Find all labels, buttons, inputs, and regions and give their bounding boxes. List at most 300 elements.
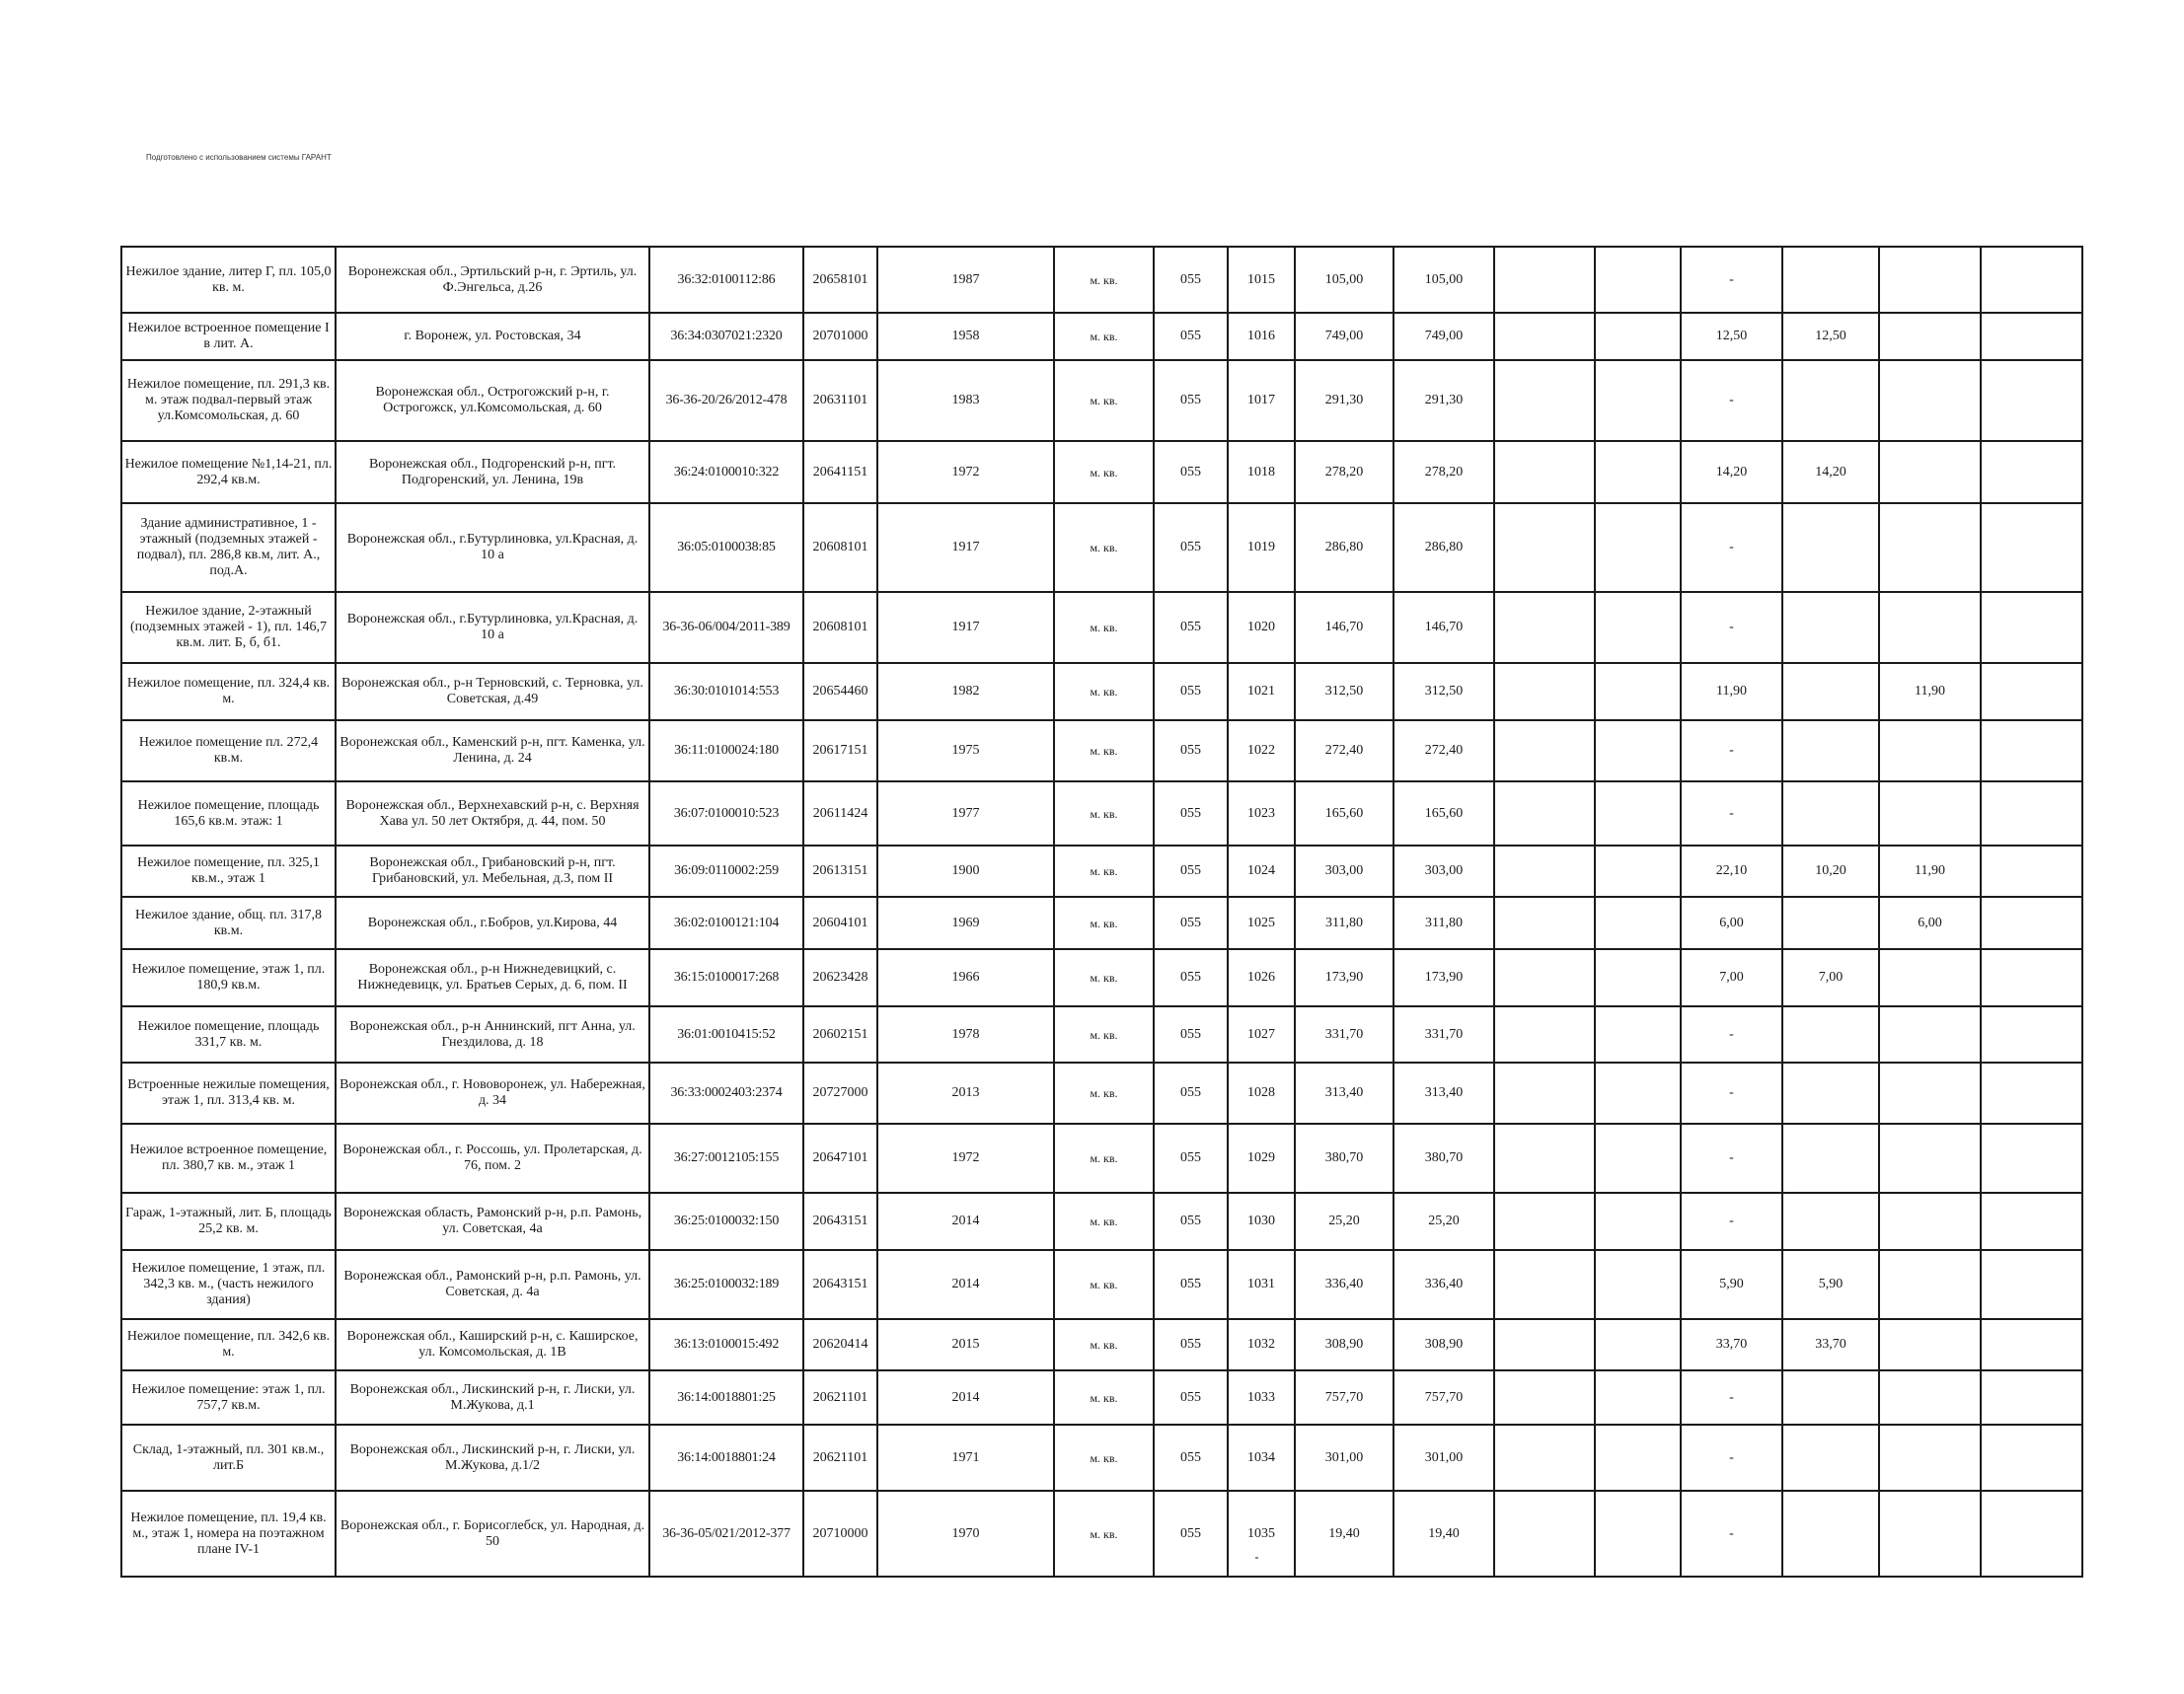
area-col-14-cell: 33,70 — [1782, 1319, 1879, 1370]
okato-code-cell: 20608101 — [803, 503, 877, 592]
area-total-cell: 146,70 — [1295, 592, 1393, 663]
cadastral-number-cell: 36:30:0101014:553 — [649, 663, 803, 720]
area-value-cell: 272,40 — [1393, 720, 1494, 781]
object-name-cell: Нежилое здание, литер Г, пл. 105,0 кв. м. — [121, 247, 336, 313]
area-value-cell: 146,70 — [1393, 592, 1494, 663]
cadastral-number-cell: 36-36-05/021/2012-377 — [649, 1491, 803, 1577]
okato-code-cell: 20611424 — [803, 781, 877, 846]
cadastral-number-cell: 36:14:0018801:24 — [649, 1425, 803, 1491]
unit-code-cell: 055 — [1154, 247, 1228, 313]
extra-col-16-cell — [1981, 247, 2082, 313]
area-col-15-cell: 11,90 — [1879, 846, 1981, 897]
area-col-13-cell: 12,50 — [1681, 313, 1782, 360]
table-row — [121, 1006, 2082, 1063]
extra-col-12-cell — [1595, 846, 1681, 897]
okato-code-cell: 20643151 — [803, 1250, 877, 1319]
okato-code-cell: 20604101 — [803, 897, 877, 949]
area-total-cell: 25,20 — [1295, 1193, 1393, 1250]
area-value-cell: 19,40 — [1393, 1491, 1494, 1577]
object-address-cell: Воронежская область, Рамонский р-н, р.п. Рамонь, ул. Советская, 4а — [336, 1193, 649, 1250]
cadastral-number-cell: 36:25:0100032:189 — [649, 1250, 803, 1319]
area-col-13-cell: - — [1681, 781, 1782, 846]
cadastral-number-cell: 36:25:0100032:150 — [649, 1193, 803, 1250]
okato-code-cell: 20631101 — [803, 360, 877, 441]
object-name-cell: Гараж, 1-этажный, лит. Б, площадь 25,2 кв. м. — [121, 1193, 336, 1250]
object-address-cell: Воронежская обл., г. Россошь, ул. Пролетарская, д. 76, пом. 2 — [336, 1124, 649, 1193]
object-address-cell: Воронежская обл., Эртильский р-н, г. Эртиль, ул. Ф.Энгельса, д.26 — [336, 247, 649, 313]
object-name-cell: Нежилое встроенное помещение, пл. 380,7 кв. м., этаж 1 — [121, 1124, 336, 1193]
table-row — [121, 1425, 2082, 1491]
extra-col-11-cell — [1494, 1425, 1595, 1491]
extra-col-12-cell — [1595, 1124, 1681, 1193]
extra-col-11-cell — [1494, 360, 1595, 441]
area-col-13-cell: - — [1681, 1491, 1782, 1577]
object-address-cell: Воронежская обл., Острогожский р-н, г. Острогожск, ул.Комсомольская, д. 60 — [336, 360, 649, 441]
object-address-cell: Воронежская обл., Верхнехавский р-н, с. Верхняя Хава ул. 50 лет Октября, д. 44, пом. 50 — [336, 781, 649, 846]
unit-cell: м. кв. — [1054, 313, 1154, 360]
area-col-13-cell: - — [1681, 360, 1782, 441]
area-value-cell: 303,00 — [1393, 846, 1494, 897]
unit-cell: м. кв. — [1054, 1370, 1154, 1425]
area-total-cell: 380,70 — [1295, 1124, 1393, 1193]
year-built-cell: 2013 — [877, 1063, 1054, 1124]
object-address-cell: Воронежская обл., г.Бутурлиновка, ул.Красная, д. 10 а — [336, 592, 649, 663]
area-col-15-cell: 6,00 — [1879, 897, 1981, 949]
year-built-cell: 1971 — [877, 1425, 1054, 1491]
unit-code-cell: 055 — [1154, 1250, 1228, 1319]
object-number-cell: 1023 — [1228, 781, 1295, 846]
unit-cell: м. кв. — [1054, 1063, 1154, 1124]
object-name-cell: Нежилое помещение №1,14-21, пл. 292,4 кв.м. — [121, 441, 336, 503]
area-col-15-cell — [1879, 592, 1981, 663]
object-address-cell: Воронежская обл., Лискинский р-н, г. Лиски, ул. М.Жукова, д.1 — [336, 1370, 649, 1425]
area-col-15-cell — [1879, 949, 1981, 1006]
area-col-15-cell — [1879, 1193, 1981, 1250]
object-address-cell: Воронежская обл., Каменский р-н, пгт. Каменка, ул. Ленина, д. 24 — [336, 720, 649, 781]
area-total-cell: 291,30 — [1295, 360, 1393, 441]
area-col-13-cell: - — [1681, 720, 1782, 781]
extra-col-16-cell — [1981, 897, 2082, 949]
area-col-15-cell — [1879, 360, 1981, 441]
object-number-cell: 1029 — [1228, 1124, 1295, 1193]
area-col-15-cell — [1879, 1319, 1981, 1370]
extra-col-11-cell — [1494, 441, 1595, 503]
area-col-14-cell — [1782, 1193, 1879, 1250]
object-name-cell: Нежилое помещение: этаж 1, пл. 757,7 кв.м. — [121, 1370, 336, 1425]
year-built-cell: 1975 — [877, 720, 1054, 781]
table-row — [121, 441, 2082, 503]
extra-col-12-cell — [1595, 313, 1681, 360]
area-col-15-cell — [1879, 1370, 1981, 1425]
okato-code-cell: 20643151 — [803, 1193, 877, 1250]
unit-cell: м. кв. — [1054, 949, 1154, 1006]
area-col-13-cell: - — [1681, 1006, 1782, 1063]
object-number-cell: 1015 — [1228, 247, 1295, 313]
unit-code-cell: 055 — [1154, 1370, 1228, 1425]
table-row — [121, 781, 2082, 846]
unit-code-cell: 055 — [1154, 846, 1228, 897]
table-row — [121, 1370, 2082, 1425]
area-col-14-cell — [1782, 720, 1879, 781]
okato-code-cell: 20727000 — [803, 1063, 877, 1124]
extra-col-16-cell — [1981, 1006, 2082, 1063]
unit-code-cell: 055 — [1154, 1193, 1228, 1250]
object-number-cell: 1033 — [1228, 1370, 1295, 1425]
area-total-cell: 19,40 — [1295, 1491, 1393, 1577]
area-col-15-cell — [1879, 1425, 1981, 1491]
area-col-14-cell — [1782, 781, 1879, 846]
table-row — [121, 1193, 2082, 1250]
extra-col-11-cell — [1494, 503, 1595, 592]
area-col-13-cell: - — [1681, 503, 1782, 592]
area-total-cell: 105,00 — [1295, 247, 1393, 313]
extra-col-16-cell — [1981, 360, 2082, 441]
extra-col-11-cell — [1494, 1491, 1595, 1577]
area-col-14-cell: 14,20 — [1782, 441, 1879, 503]
unit-cell: м. кв. — [1054, 1425, 1154, 1491]
extra-col-12-cell — [1595, 1370, 1681, 1425]
area-col-13-cell: - — [1681, 592, 1782, 663]
extra-col-11-cell — [1494, 1193, 1595, 1250]
area-value-cell: 749,00 — [1393, 313, 1494, 360]
table-row — [121, 1319, 2082, 1370]
area-col-15-cell — [1879, 1250, 1981, 1319]
extra-col-12-cell — [1595, 720, 1681, 781]
table-row — [121, 897, 2082, 949]
unit-cell: м. кв. — [1054, 592, 1154, 663]
area-col-15-cell — [1879, 781, 1981, 846]
area-col-14-cell: 5,90 — [1782, 1250, 1879, 1319]
extra-col-11-cell — [1494, 846, 1595, 897]
object-name-cell: Нежилое встроенное помещение I в лит. А. — [121, 313, 336, 360]
object-address-cell: Воронежская обл., г. Борисоглебск, ул. Народная, д. 50 — [336, 1491, 649, 1577]
object-name-cell: Нежилое помещение пл. 272,4 кв.м. — [121, 720, 336, 781]
object-address-cell: Воронежская обл., Каширский р-н, с. Каширское, ул. Комсомольская, д. 1В — [336, 1319, 649, 1370]
unit-code-cell: 055 — [1154, 503, 1228, 592]
object-address-cell: Воронежская обл., р-н Аннинский, пгт Анна, ул. Гнездилова, д. 18 — [336, 1006, 649, 1063]
area-total-cell: 336,40 — [1295, 1250, 1393, 1319]
area-col-13-cell: 6,00 — [1681, 897, 1782, 949]
object-address-cell: Воронежская обл., Грибановский р-н, пгт. Грибановский, ул. Мебельная, д.3, пом II — [336, 846, 649, 897]
area-col-15-cell — [1879, 720, 1981, 781]
object-name-cell: Нежилое помещение, пл. 291,3 кв. м. этаж подвал-первый этаж ул.Комсомольская, д. 60 — [121, 360, 336, 441]
area-value-cell: 105,00 — [1393, 247, 1494, 313]
object-address-cell: г. Воронеж, ул. Ростовская, 34 — [336, 313, 649, 360]
area-total-cell: 313,40 — [1295, 1063, 1393, 1124]
area-value-cell: 331,70 — [1393, 1006, 1494, 1063]
extra-col-12-cell — [1595, 1491, 1681, 1577]
table-row — [121, 503, 2082, 592]
area-col-15-cell: 11,90 — [1879, 663, 1981, 720]
unit-code-cell: 055 — [1154, 1425, 1228, 1491]
area-col-14-cell: 7,00 — [1782, 949, 1879, 1006]
area-value-cell: 336,40 — [1393, 1250, 1494, 1319]
extra-col-12-cell — [1595, 1006, 1681, 1063]
extra-col-16-cell — [1981, 1425, 2082, 1491]
area-col-14-cell — [1782, 1063, 1879, 1124]
area-col-13-cell: 14,20 — [1681, 441, 1782, 503]
area-col-14-cell — [1782, 360, 1879, 441]
year-built-cell: 1966 — [877, 949, 1054, 1006]
extra-col-16-cell — [1981, 949, 2082, 1006]
table-row — [121, 949, 2082, 1006]
object-number-cell: 1027 — [1228, 1006, 1295, 1063]
year-built-cell: 1900 — [877, 846, 1054, 897]
area-total-cell: 173,90 — [1295, 949, 1393, 1006]
object-number-cell: 1024 — [1228, 846, 1295, 897]
extra-col-16-cell — [1981, 1124, 2082, 1193]
object-name-cell: Здание административное, 1 - этажный (подземных этажей - подвал), пл. 286,8 кв.м, лит. А., под.А. — [121, 503, 336, 592]
unit-code-cell: 055 — [1154, 781, 1228, 846]
area-col-13-cell: 33,70 — [1681, 1319, 1782, 1370]
unit-cell: м. кв. — [1054, 247, 1154, 313]
object-number-cell: 1021 — [1228, 663, 1295, 720]
unit-code-cell: 055 — [1154, 1491, 1228, 1577]
object-number-cell: 1020 — [1228, 592, 1295, 663]
extra-col-16-cell — [1981, 1491, 2082, 1577]
unit-code-cell: 055 — [1154, 441, 1228, 503]
unit-code-cell: 055 — [1154, 897, 1228, 949]
object-number-cell: 1022 — [1228, 720, 1295, 781]
object-address-cell: Воронежская обл., Рамонский р-н, р.п. Рамонь, ул. Советская, д. 4а — [336, 1250, 649, 1319]
area-col-13-cell: - — [1681, 247, 1782, 313]
unit-cell: м. кв. — [1054, 1124, 1154, 1193]
area-col-13-cell: - — [1681, 1063, 1782, 1124]
unit-cell: м. кв. — [1054, 360, 1154, 441]
extra-col-11-cell — [1494, 663, 1595, 720]
okato-code-cell: 20617151 — [803, 720, 877, 781]
extra-col-16-cell — [1981, 1250, 2082, 1319]
area-total-cell: 311,80 — [1295, 897, 1393, 949]
unit-cell: м. кв. — [1054, 1006, 1154, 1063]
unit-cell: м. кв. — [1054, 1319, 1154, 1370]
area-col-14-cell: 12,50 — [1782, 313, 1879, 360]
extra-col-16-cell — [1981, 1319, 2082, 1370]
cadastral-number-cell: 36:09:0110002:259 — [649, 846, 803, 897]
year-built-cell: 2014 — [877, 1193, 1054, 1250]
area-col-13-cell: - — [1681, 1124, 1782, 1193]
okato-code-cell: 20710000 — [803, 1491, 877, 1577]
extra-col-12-cell — [1595, 441, 1681, 503]
unit-cell: м. кв. — [1054, 441, 1154, 503]
object-number-cell: 1035 — [1228, 1491, 1295, 1577]
area-col-13-cell: - — [1681, 1425, 1782, 1491]
cadastral-number-cell: 36:01:0010415:52 — [649, 1006, 803, 1063]
extra-col-11-cell — [1494, 949, 1595, 1006]
area-value-cell: 25,20 — [1393, 1193, 1494, 1250]
year-built-cell: 1983 — [877, 360, 1054, 441]
object-address-cell: Воронежская обл., г. Нововоронеж, ул. Набережная, д. 34 — [336, 1063, 649, 1124]
area-total-cell: 301,00 — [1295, 1425, 1393, 1491]
area-col-13-cell: - — [1681, 1370, 1782, 1425]
area-col-14-cell — [1782, 1370, 1879, 1425]
table-row — [121, 1491, 2082, 1577]
area-value-cell: 313,40 — [1393, 1063, 1494, 1124]
cadastral-number-cell: 36:11:0100024:180 — [649, 720, 803, 781]
area-total-cell: 757,70 — [1295, 1370, 1393, 1425]
area-col-15-cell — [1879, 1491, 1981, 1577]
area-value-cell: 278,20 — [1393, 441, 1494, 503]
table-row — [121, 1063, 2082, 1124]
area-value-cell: 312,50 — [1393, 663, 1494, 720]
unit-cell: м. кв. — [1054, 1491, 1154, 1577]
area-total-cell: 331,70 — [1295, 1006, 1393, 1063]
extra-col-11-cell — [1494, 1370, 1595, 1425]
extra-col-12-cell — [1595, 503, 1681, 592]
unit-code-cell: 055 — [1154, 1319, 1228, 1370]
year-built-cell: 1972 — [877, 441, 1054, 503]
extra-col-11-cell — [1494, 1063, 1595, 1124]
object-address-cell: Воронежская обл., г.Бобров, ул.Кирова, 44 — [336, 897, 649, 949]
object-name-cell: Нежилое здание, общ. пл. 317,8 кв.м. — [121, 897, 336, 949]
extra-col-16-cell — [1981, 592, 2082, 663]
object-address-cell: Воронежская обл., Лискинский р-н, г. Лиски, ул. М.Жукова, д.1/2 — [336, 1425, 649, 1491]
unit-cell: м. кв. — [1054, 781, 1154, 846]
area-value-cell: 291,30 — [1393, 360, 1494, 441]
object-address-cell: Воронежская обл., р-н Терновский, с. Терновка, ул. Советская, д.49 — [336, 663, 649, 720]
cadastral-number-cell: 36-36-06/004/2011-389 — [649, 592, 803, 663]
area-value-cell: 380,70 — [1393, 1124, 1494, 1193]
table-body — [121, 247, 2082, 1577]
extra-col-16-cell — [1981, 720, 2082, 781]
extra-col-11-cell — [1494, 247, 1595, 313]
extra-col-11-cell — [1494, 897, 1595, 949]
unit-cell: м. кв. — [1054, 846, 1154, 897]
area-col-14-cell: 10,20 — [1782, 846, 1879, 897]
cadastral-number-cell: 36:24:0100010:322 — [649, 441, 803, 503]
cadastral-number-cell: 36:15:0100017:268 — [649, 949, 803, 1006]
year-built-cell: 1970 — [877, 1491, 1054, 1577]
cadastral-number-cell: 36:07:0100010:523 — [649, 781, 803, 846]
area-col-15-cell — [1879, 503, 1981, 592]
unit-code-cell: 055 — [1154, 1063, 1228, 1124]
object-name-cell: Нежилое помещение, пл. 342,6 кв. м. — [121, 1319, 336, 1370]
area-col-14-cell — [1782, 1425, 1879, 1491]
unit-code-cell: 055 — [1154, 663, 1228, 720]
table-row — [121, 720, 2082, 781]
extra-col-12-cell — [1595, 1063, 1681, 1124]
extra-col-11-cell — [1494, 1250, 1595, 1319]
area-col-15-cell — [1879, 247, 1981, 313]
registry-table — [120, 246, 2083, 1578]
table-row — [121, 592, 2082, 663]
okato-code-cell: 20623428 — [803, 949, 877, 1006]
unit-cell: м. кв. — [1054, 663, 1154, 720]
year-built-cell: 1987 — [877, 247, 1054, 313]
object-number-cell: 1026 — [1228, 949, 1295, 1006]
object-address-cell: Воронежская обл., Подгоренский р-н, пгт. Подгоренский, ул. Ленина, 19в — [336, 441, 649, 503]
extra-col-12-cell — [1595, 1425, 1681, 1491]
extra-col-12-cell — [1595, 781, 1681, 846]
object-number-cell: 1032 — [1228, 1319, 1295, 1370]
area-total-cell: 749,00 — [1295, 313, 1393, 360]
extra-col-11-cell — [1494, 1319, 1595, 1370]
year-built-cell: 1917 — [877, 592, 1054, 663]
extra-col-16-cell — [1981, 1370, 2082, 1425]
extra-col-16-cell — [1981, 846, 2082, 897]
object-name-cell: Встроенные нежилые помещения, этаж 1, пл. 313,4 кв. м. — [121, 1063, 336, 1124]
area-value-cell: 301,00 — [1393, 1425, 1494, 1491]
table-row — [121, 247, 2082, 313]
object-address-cell: Воронежская обл., р-н Нижнедевицкий, с. Нижнедевицк, ул. Братьев Серых, д. 6, пом. II — [336, 949, 649, 1006]
area-value-cell: 165,60 — [1393, 781, 1494, 846]
extra-col-11-cell — [1494, 781, 1595, 846]
table-row — [121, 846, 2082, 897]
area-total-cell: 308,90 — [1295, 1319, 1393, 1370]
object-number-cell: 1019 — [1228, 503, 1295, 592]
extra-col-11-cell — [1494, 720, 1595, 781]
okato-code-cell: 20658101 — [803, 247, 877, 313]
unit-code-cell: 055 — [1154, 592, 1228, 663]
okato-code-cell: 20613151 — [803, 846, 877, 897]
object-number-cell: 1016 — [1228, 313, 1295, 360]
unit-code-cell: 055 — [1154, 313, 1228, 360]
cadastral-number-cell: 36:33:0002403:2374 — [649, 1063, 803, 1124]
year-built-cell: 1972 — [877, 1124, 1054, 1193]
object-number-cell: 1030 — [1228, 1193, 1295, 1250]
object-number-cell: 1028 — [1228, 1063, 1295, 1124]
extra-col-11-cell — [1494, 1124, 1595, 1193]
object-name-cell: Нежилое здание, 2-этажный (подземных этажей - 1), пл. 146,7 кв.м. лит. Б, б, б1. — [121, 592, 336, 663]
area-col-13-cell: - — [1681, 1193, 1782, 1250]
area-col-14-cell — [1782, 663, 1879, 720]
cadastral-number-cell: 36:27:0012105:155 — [649, 1124, 803, 1193]
okato-code-cell: 20602151 — [803, 1006, 877, 1063]
extra-col-12-cell — [1595, 663, 1681, 720]
area-total-cell: 278,20 — [1295, 441, 1393, 503]
object-name-cell: Нежилое помещение, площадь 331,7 кв. м. — [121, 1006, 336, 1063]
object-number-cell: 1018 — [1228, 441, 1295, 503]
extra-col-12-cell — [1595, 592, 1681, 663]
extra-col-11-cell — [1494, 1006, 1595, 1063]
area-col-14-cell — [1782, 247, 1879, 313]
unit-code-cell: 055 — [1154, 949, 1228, 1006]
cadastral-number-cell: 36:34:0307021:2320 — [649, 313, 803, 360]
object-name-cell: Нежилое помещение, этаж 1, пл. 180,9 кв.м. — [121, 949, 336, 1006]
table-row — [121, 1250, 2082, 1319]
year-built-cell: 1917 — [877, 503, 1054, 592]
area-col-15-cell — [1879, 1063, 1981, 1124]
unit-code-cell: 055 — [1154, 1006, 1228, 1063]
okato-code-cell: 20621101 — [803, 1425, 877, 1491]
area-col-13-cell: 5,90 — [1681, 1250, 1782, 1319]
area-col-13-cell: 11,90 — [1681, 663, 1782, 720]
area-value-cell: 757,70 — [1393, 1370, 1494, 1425]
extra-col-12-cell — [1595, 360, 1681, 441]
area-value-cell: 173,90 — [1393, 949, 1494, 1006]
extra-col-16-cell — [1981, 1193, 2082, 1250]
extra-col-16-cell — [1981, 781, 2082, 846]
area-value-cell: 308,90 — [1393, 1319, 1494, 1370]
object-number-cell: 1031 — [1228, 1250, 1295, 1319]
year-built-cell: 2014 — [877, 1250, 1054, 1319]
extra-col-16-cell — [1981, 503, 2082, 592]
area-total-cell: 286,80 — [1295, 503, 1393, 592]
okato-code-cell: 20654460 — [803, 663, 877, 720]
table-row — [121, 313, 2082, 360]
area-col-15-cell — [1879, 1124, 1981, 1193]
scan-dot — [1255, 1557, 1258, 1559]
area-value-cell: 311,80 — [1393, 897, 1494, 949]
extra-col-11-cell — [1494, 592, 1595, 663]
unit-cell: м. кв. — [1054, 1193, 1154, 1250]
area-total-cell: 165,60 — [1295, 781, 1393, 846]
object-name-cell: Нежилое помещение, пл. 325,1 кв.м., этаж 1 — [121, 846, 336, 897]
year-built-cell: 1969 — [877, 897, 1054, 949]
cadastral-number-cell: 36:14:0018801:25 — [649, 1370, 803, 1425]
area-col-14-cell — [1782, 1006, 1879, 1063]
extra-col-16-cell — [1981, 1063, 2082, 1124]
